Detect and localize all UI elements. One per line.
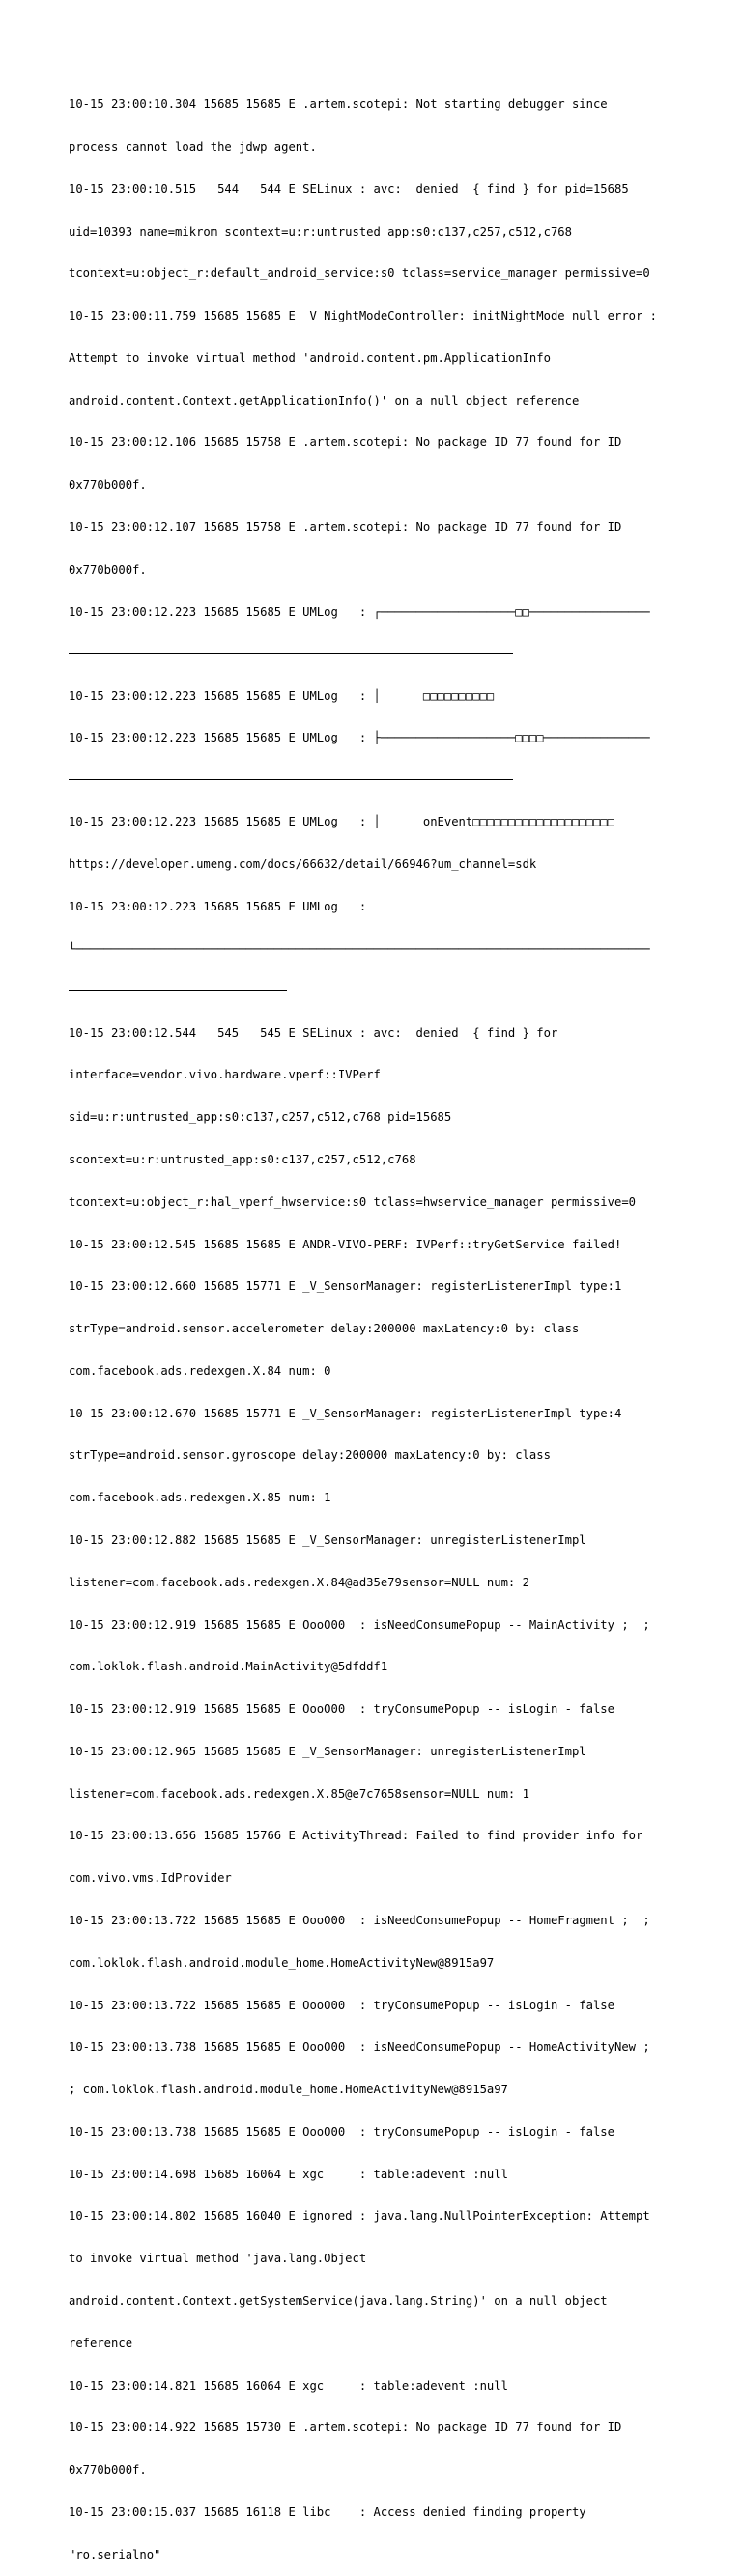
log-line: strType=android.sensor.accelerometer delay:200000 maxLatency:0 by: class (69, 1322, 580, 1336)
box-divider-line (69, 653, 513, 654)
box-divider-line (69, 990, 287, 991)
log-line: 10-15 23:00:11.759 15685 15685 E _V_NightModeController: initNightMode null error : (69, 309, 658, 323)
log-line: 0x770b000f. (69, 562, 147, 576)
log-line: android.content.Context.getSystemService(java.lang.String)' on a null object (69, 2294, 608, 2309)
log-line: 10-15 23:00:12.223 15685 15685 E UMLog : (69, 899, 367, 913)
log-line: 0x770b000f. (69, 2463, 147, 2478)
log-line: 10-15 23:00:13.656 15685 15766 E ActivityThread: Failed to find provider info for (69, 1829, 643, 1843)
log-line: interface=vendor.vivo.hardware.vperf::IVPerf (69, 1068, 381, 1082)
log-line: 10-15 23:00:14.922 15685 15730 E .artem.scotepi: No package ID 77 found for ID (69, 2421, 622, 2435)
log-line: 10-15 23:00:12.223 15685 15685 E UMLog : │ □□□□□□□□□□ (69, 688, 495, 703)
log-line: com.vivo.vms.IdProvider (69, 1871, 232, 1886)
log-line: 10-15 23:00:10.304 15685 15685 E .artem.scotepi: Not starting debugger since (69, 98, 608, 112)
log-text-page (69, 70, 677, 2576)
log-line: 10-15 23:00:12.544 545 545 E SELinux : avc: denied { find } for (69, 1025, 558, 1040)
log-line: com.loklok.flash.android.MainActivity@5dfddf1 (69, 1660, 388, 1674)
log-line: reference (69, 2336, 133, 2350)
log-line: 10-15 23:00:12.919 15685 15685 E OooO00 : isNeedConsumePopup -- MainActivity ; ; (69, 1617, 650, 1632)
log-line: 10-15 23:00:12.882 15685 15685 E _V_SensorManager: unregisterListenerImpl (69, 1532, 586, 1547)
log-line: ; com.loklok.flash.android.module_home.HomeActivityNew@8915a97 (69, 2083, 508, 2097)
log-line: https://developer.umeng.com/docs/66632/detail/66946?um_channel=sdk (69, 857, 537, 872)
log-line: 10-15 23:00:13.722 15685 15685 E OooO00 : tryConsumePopup -- isLogin - false (69, 1998, 614, 2012)
log-line: 10-15 23:00:15.037 15685 16118 E libc : Access denied finding property (69, 2505, 586, 2519)
log-line: Attempt to invoke virtual method 'android.content.pm.ApplicationInfo (69, 350, 551, 365)
log-line: 10-15 23:00:12.919 15685 15685 E OooO00 : tryConsumePopup -- isLogin - false (69, 1702, 614, 1717)
log-line: 10-15 23:00:12.670 15685 15771 E _V_SensorManager: registerListenerImpl type:4 (69, 1406, 622, 1420)
log-line: com.loklok.flash.android.module_home.HomeActivityNew@8915a97 (69, 1955, 495, 1970)
log-line: listener=com.facebook.ads.redexgen.X.85@e7c7658sensor=NULL num: 1 (69, 1786, 529, 1801)
log-line: 10-15 23:00:12.107 15685 15758 E .artem.scotepi: No package ID 77 found for ID (69, 520, 622, 534)
log-line: listener=com.facebook.ads.redexgen.X.84@ad35e79sensor=NULL num: 2 (69, 1575, 529, 1589)
log-line: 10-15 23:00:12.223 15685 15685 E UMLog : ┌───────────────────□□───────────────── (69, 604, 650, 619)
log-line: tcontext=u:object_r:default_android_service:s0 tclass=service_manager permissive=0 (69, 266, 650, 281)
log-line: 10-15 23:00:12.223 15685 15685 E UMLog : │ onEvent□□□□□□□□□□□□□□□□□□□□ (69, 815, 614, 829)
log-line: 10-15 23:00:10.515 544 544 E SELinux : avc: denied { find } for pid=15685 (69, 182, 629, 196)
log-line: 10-15 23:00:13.738 15685 15685 E OooO00 : isNeedConsumePopup -- HomeActivityNew ; (69, 2040, 650, 2055)
log-line: 10-15 23:00:13.738 15685 15685 E OooO00 : tryConsumePopup -- isLogin - false (69, 2124, 614, 2139)
log-line: process cannot load the jdwp agent. (69, 139, 317, 154)
log-line: 10-15 23:00:14.821 15685 16064 E xgc : table:adevent :null (69, 2378, 508, 2393)
log-line: to invoke virtual method 'java.lang.Object (69, 2252, 367, 2266)
log-line: strType=android.sensor.gyroscope delay:200000 maxLatency:0 by: class (69, 1448, 551, 1463)
log-line: 10-15 23:00:12.223 15685 15685 E UMLog : ├───────────────────□□□□─────────────── (69, 731, 650, 745)
log-line: com.facebook.ads.redexgen.X.85 num: 1 (69, 1491, 331, 1505)
log-line: 10-15 23:00:12.106 15685 15758 E .artem.scotepi: No package ID 77 found for ID (69, 435, 622, 450)
log-line: 10-15 23:00:12.660 15685 15771 E _V_SensorManager: registerListenerImpl type:1 (69, 1279, 622, 1294)
log-line: 10-15 23:00:14.802 15685 16040 E ignored : java.lang.NullPointerException: Attempt (69, 2209, 650, 2224)
log-line: com.facebook.ads.redexgen.X.84 num: 0 (69, 1363, 331, 1378)
log-line: tcontext=u:object_r:hal_vperf_hwservice:s0 tclass=hwservice_manager permissive=0 (69, 1194, 636, 1209)
log-line: sid=u:r:untrusted_app:s0:c137,c257,c512,c768 pid=15685 (69, 1110, 452, 1125)
log-line: 0x770b000f. (69, 478, 147, 492)
log-line: 10-15 23:00:12.545 15685 15685 E ANDR-VIVO-PERF: IVPerf::tryGetService failed! (69, 1237, 622, 1251)
box-divider-line (69, 779, 513, 780)
log-line: android.content.Context.getApplicationInfo()' on a null object reference (69, 393, 580, 407)
log-line: "ro.serialno" (69, 2547, 161, 2562)
log-line: 10-15 23:00:14.698 15685 16064 E xgc : table:adevent :null (69, 2167, 508, 2181)
log-line: 10-15 23:00:13.722 15685 15685 E OooO00 : isNeedConsumePopup -- HomeFragment ; ; (69, 1914, 650, 1927)
log-line: 10-15 23:00:12.965 15685 15685 E _V_SensorManager: unregisterListenerImpl (69, 1744, 586, 1758)
log-line: scontext=u:r:untrusted_app:s0:c137,c257,c512,c768 (69, 1152, 416, 1166)
log-line: uid=10393 name=mikrom scontext=u:r:untrusted_app:s0:c137,c257,c512,c768 (69, 224, 572, 238)
log-line: └───────────────────────────────────────────────────────────────────────────────── (69, 941, 650, 956)
